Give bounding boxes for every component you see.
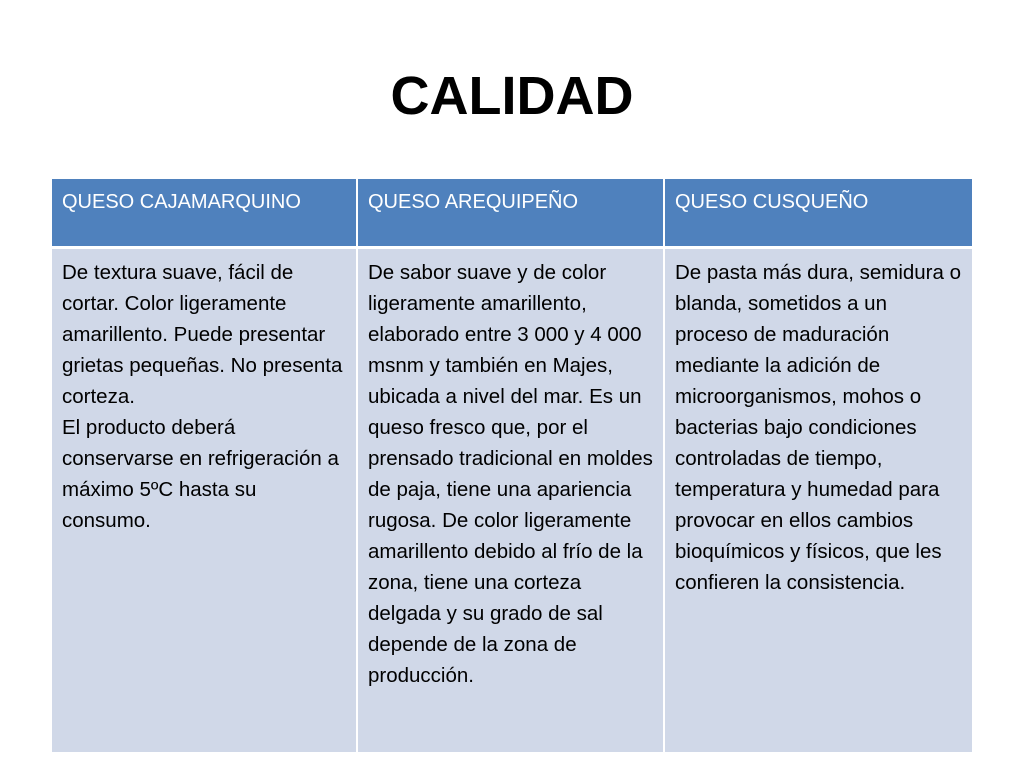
table-header [52, 179, 972, 249]
cell-text-cusqueno: De pasta más dura, semidura o blanda, sometidos a un proceso de maduración mediante la adición de microorganismos, mohos o bacterias bajo condiciones controladas de tiempo, temperatura y humedad para provocar en ellos cambios bioquímicos y físicos, que les confieren la consistencia. [675, 261, 961, 594]
cell-text-arequipeno: De sabor suave y de color ligeramente amarillento, elaborado entre 3 000 y 4 000 msnm y también en Majes, ubicada a nivel del mar. Es un queso fresco que, por el prensado tradicional en moldes de paja, tiene una apariencia rugosa. De color ligeramente amarillento debido al frío de la zona, tiene una corteza delgada y su grado de sal depende de la zona de producción. [368, 261, 653, 687]
header-cell-arequipeno: QUESO AREQUIPEÑO [358, 179, 665, 249]
comparison-table [52, 179, 972, 752]
slide-title: CALIDAD [390, 66, 634, 126]
cell-cajamarquino [52, 249, 358, 752]
cell-cusqueno [665, 249, 972, 752]
header-cell-cajamarquino: QUESO CAJAMARQUINO [52, 179, 358, 249]
table-body [52, 249, 972, 752]
cell-arequipeno [358, 249, 665, 752]
header-row [52, 179, 972, 249]
header-cell-cusqueno: QUESO CUSQUEÑO [665, 179, 972, 249]
cell-text-cajamarquino: De textura suave, fácil de cortar. Color ligeramente amarillento. Puede presentar grietas pequeñas. No presenta corteza. El producto deberá conservarse en refrigeración a máximo 5ºC hasta su consumo. [62, 261, 343, 532]
table-row [52, 249, 972, 752]
